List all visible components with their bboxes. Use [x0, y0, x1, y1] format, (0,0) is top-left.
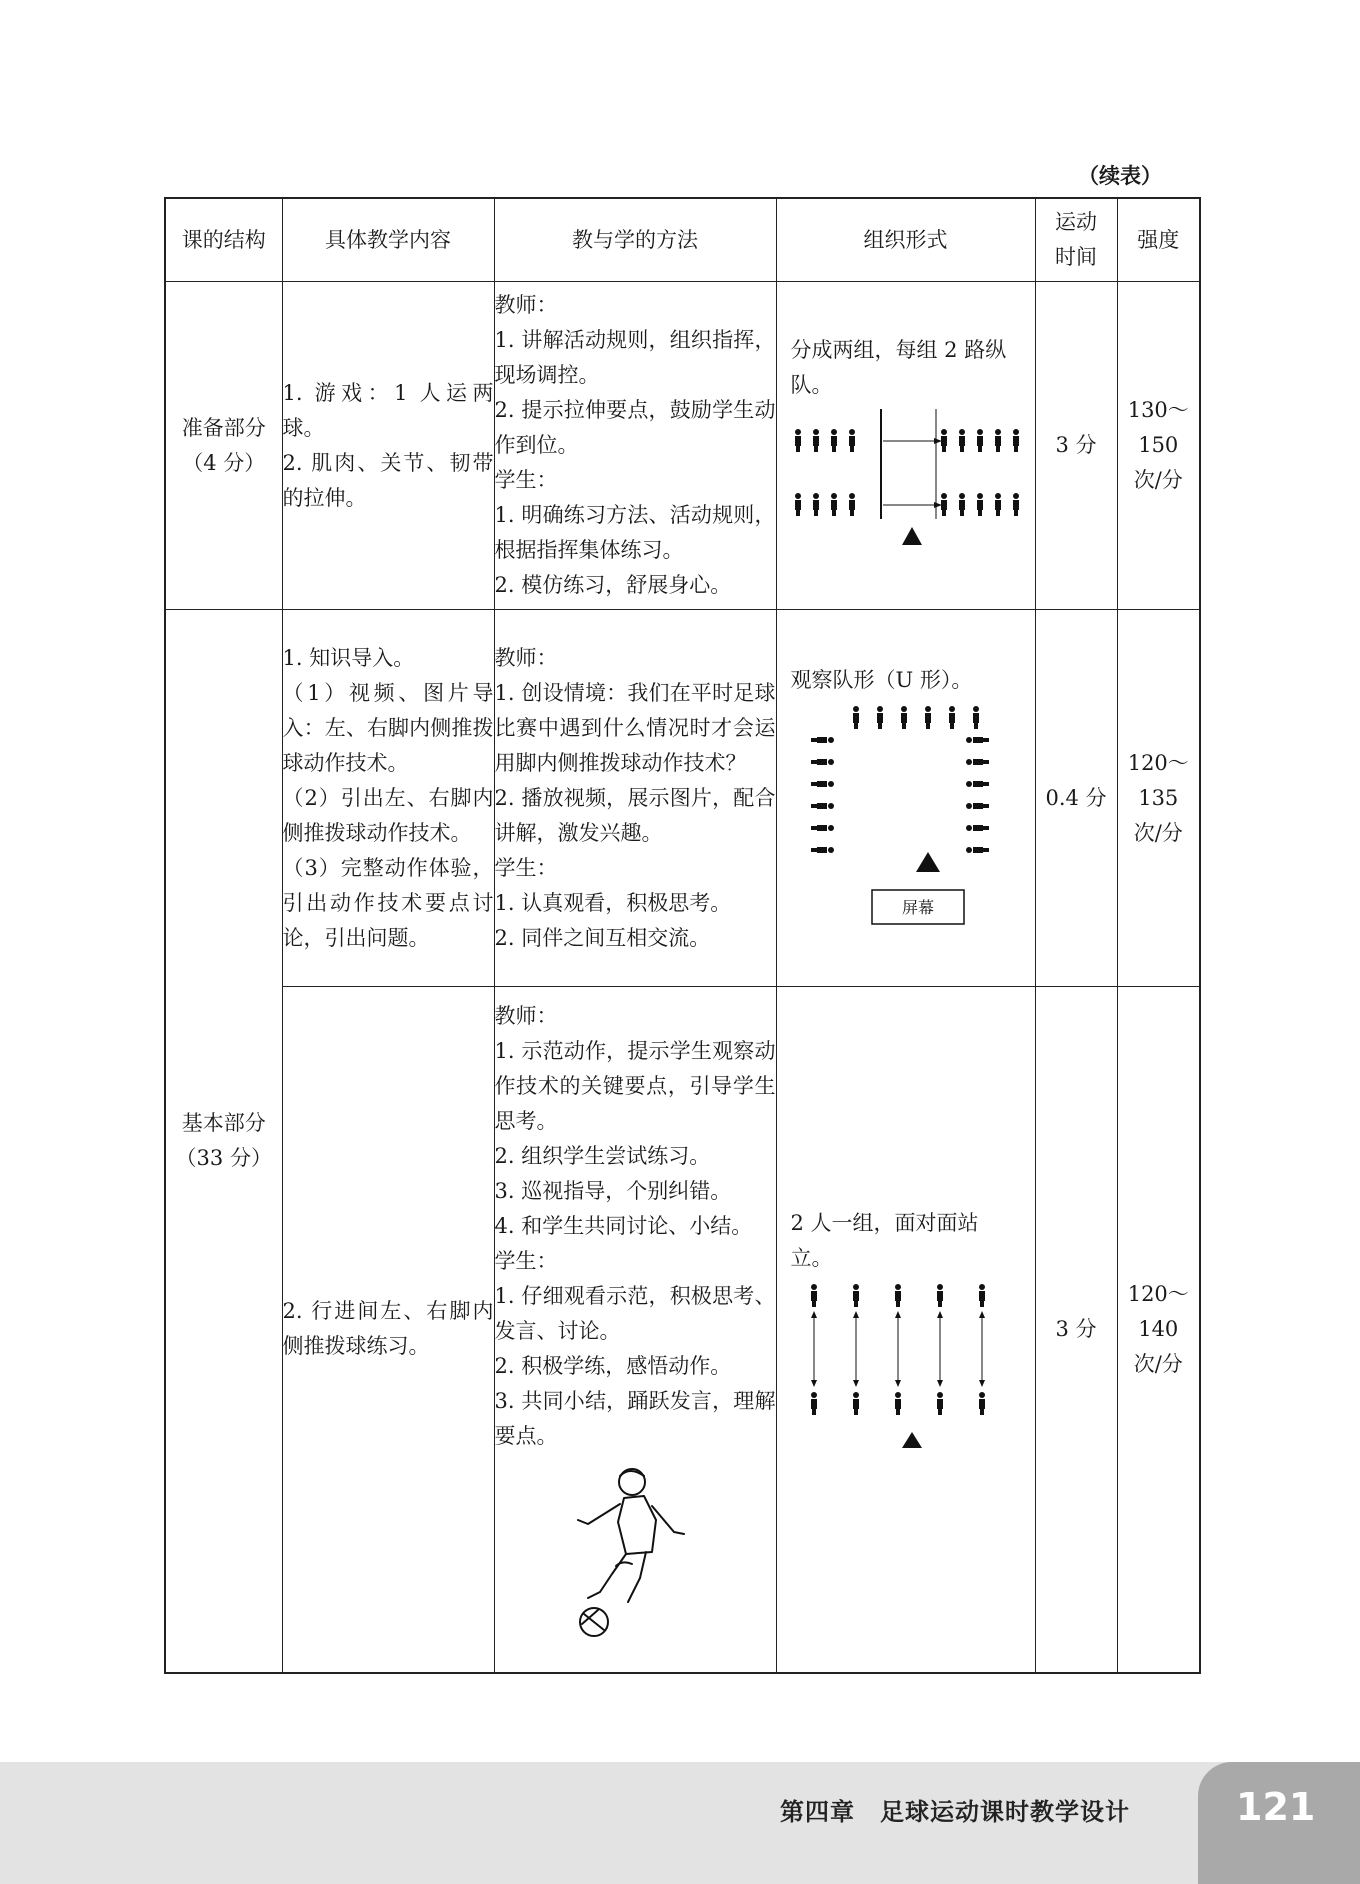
student-figure-icon [811, 825, 834, 831]
basic-row-1 [165, 610, 1200, 987]
screen-label: 屏幕 [901, 897, 934, 917]
student-figure-icon [995, 429, 1001, 452]
student-figure-icon [966, 825, 989, 831]
basic-intensity-2: 120～ 140 次/分 [1117, 987, 1200, 1673]
prep-organization [776, 282, 1035, 610]
u-formation-caption: 观察队形（U 形）。 [790, 667, 973, 692]
teacher-triangle-icon [902, 1432, 922, 1448]
student-figure-icon [877, 706, 883, 729]
student-figure-icon [811, 803, 834, 809]
student-figure-icon [977, 493, 983, 516]
u-formation-diagram [786, 704, 1026, 934]
student-figure-icon [811, 1392, 817, 1415]
student-figure-icon [849, 493, 855, 516]
student-figure-icon [813, 493, 819, 516]
student-figure-icon [979, 1284, 985, 1307]
header-method: 教与学的方法 [494, 198, 776, 282]
basic-organization-1 [776, 610, 1035, 987]
basic-content-1: 1. 知识导入。 （1）视频、图片导入：左、右脚内侧推拨球动作技术。 （2）引出左、右脚内侧推拨球动作技术。 （3）完整动作体验，引出动作技术要点讨论，引出问题。 [282, 610, 494, 987]
header-organization: 组织形式 [776, 198, 1035, 282]
student-figure-icon [831, 493, 837, 516]
basic-organization-2 [776, 987, 1035, 1673]
student-figure-icon [973, 706, 979, 729]
prep-row [165, 282, 1200, 610]
student-figure-icon [831, 429, 837, 452]
student-figure-icon [925, 706, 931, 729]
student-figure-icon [901, 706, 907, 729]
student-figure-icon [811, 847, 834, 853]
lesson-plan-table [164, 197, 1201, 1674]
student-figure-icon [937, 1284, 943, 1307]
student-figure-icon [813, 429, 819, 452]
student-figure-icon [959, 493, 965, 516]
basic-time-2: 3 分 [1035, 987, 1117, 1673]
teacher-triangle-icon [902, 527, 922, 545]
student-figure-icon [966, 847, 989, 853]
prep-method: 教师： 1. 讲解活动规则，组织指挥，现场调控。 2. 提示拉伸要点，鼓励学生动作到位。 学生： 1. 明确练习方法、活动规则，根据指挥集体练习。 2. 模仿练习，舒展身心。 [494, 282, 776, 610]
basic-row-2 [165, 987, 1200, 1673]
student-figure-icon [853, 706, 859, 729]
basic-time-1: 0.4 分 [1035, 610, 1117, 987]
header-time: 运动 时间 [1035, 198, 1117, 282]
student-figure-icon [895, 1284, 901, 1307]
student-figure-icon [966, 737, 989, 743]
prep-time: 3 分 [1035, 282, 1117, 610]
student-figure-icon [949, 706, 955, 729]
student-figure-icon [977, 429, 983, 452]
basic-structure: 基本部分 （33 分） [165, 610, 282, 1673]
continued-label: （续表） [1078, 164, 1162, 188]
student-figure-icon [966, 803, 989, 809]
student-figure-icon [895, 1392, 901, 1415]
student-figure-icon [853, 1284, 859, 1307]
basic-intensity-1: 120～ 135 次/分 [1117, 610, 1200, 987]
footer-bar [0, 1762, 1360, 1884]
student-figure-icon [959, 429, 965, 452]
prep-intensity: 130～ 150 次/分 [1117, 282, 1200, 610]
student-figure-icon [853, 1392, 859, 1415]
student-figure-icon [795, 429, 801, 452]
student-figure-icon [979, 1392, 985, 1415]
page-number: 121 [1236, 1785, 1316, 1829]
prep-organization-caption: 分成两组，每组 2 路纵队。 [790, 337, 1007, 397]
student-figure-icon [1013, 429, 1019, 452]
pair-formation-diagram [786, 1282, 1026, 1452]
basic-content-2: 2. 行进间左、右脚内侧推拨球练习。 [282, 987, 494, 1673]
student-figure-icon [937, 1392, 943, 1415]
header-content: 具体教学内容 [282, 198, 494, 282]
student-figure-icon [1013, 493, 1019, 516]
header-intensity: 强度 [1117, 198, 1200, 282]
student-figure-icon [966, 759, 989, 765]
prep-content: 1. 游戏：1 人运两球。 2. 肌肉、关节、韧带的拉伸。 [282, 282, 494, 610]
student-figure-icon [811, 1284, 817, 1307]
student-figure-icon [849, 429, 855, 452]
teacher-triangle-icon [916, 852, 940, 872]
student-figure-icon [941, 493, 947, 516]
soccer-player-illustration [560, 1462, 710, 1642]
two-group-formation-diagram [786, 409, 1026, 559]
chapter-title: 第四章 足球运动课时教学设计 [780, 1798, 1130, 1826]
basic-method-1: 教师： 1. 创设情境：我们在平时足球比赛中遇到什么情况时才会运用脚内侧推拨球动作技术？ 2. 播放视频，展示图片，配合讲解，激发兴趣。 学生： 1. 认真观看，积极思考。 2. 同伴之间互相交流。 [494, 610, 776, 987]
header-structure: 课的结构 [165, 198, 282, 282]
student-figure-icon [811, 759, 834, 765]
student-figure-icon [966, 781, 989, 787]
student-figure-icon [941, 429, 947, 452]
student-figure-icon [795, 493, 801, 516]
header-row [165, 198, 1200, 282]
student-figure-icon [811, 781, 834, 787]
pair-formation-caption: 2 人一组，面对面站立。 [790, 1211, 979, 1271]
student-figure-icon [811, 737, 834, 743]
prep-structure: 准备部分 （4 分） [165, 282, 282, 610]
basic-method-2: 教师： 1. 示范动作，提示学生观察动作技术的关键要点，引导学生思考。 2. 组织学生尝试练习。 3. 巡视指导，个别纠错。 4. 和学生共同讨论、小结。 学生： 1. 仔细观看示范，积极思考、发言、讨论。 2. 积极学练，感悟动作。 3. 共同小结，踊跃发言，理解要点。 [494, 987, 776, 1673]
student-figure-icon [995, 493, 1001, 516]
